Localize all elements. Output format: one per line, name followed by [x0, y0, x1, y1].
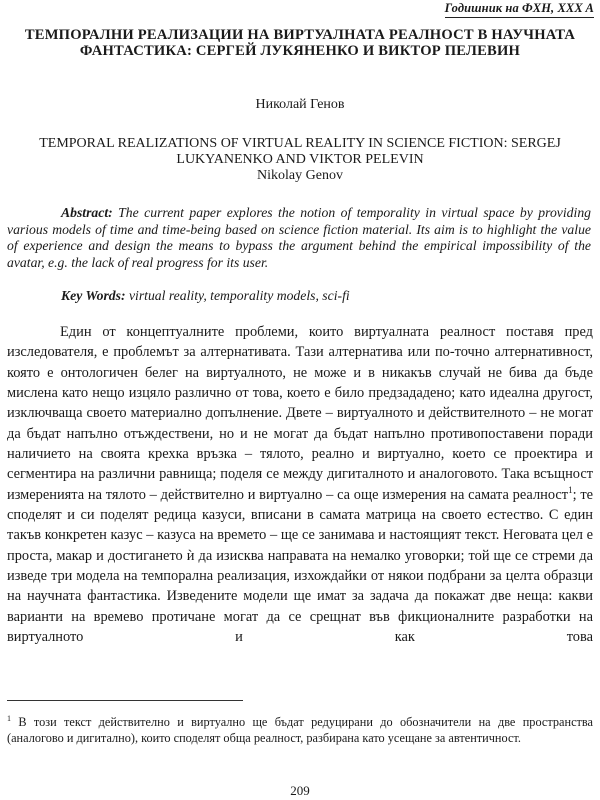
body-text-part-2: ; те споделят и си поделят редица казуси, вписани в самата матрица на своето естество. С един такъв конкретен казус – казуса на времето – ще се занимава и настоящият текст. Неговата цел е проста, макар и достигането ѝ да изисква направата на немалко уговорки; той ще се стреми да изведе три модела на темпорална реализация, изхождайки от някои подбрани за целта образци на научната фантастика. Изведените модели ще имат за задача да покажат две неща: какви варианти на времево протичане могат да се срещнат във фикционалните разработки на виртуалното и как това	[7, 486, 593, 646]
footnote	[7, 714, 593, 746]
article-title-english	[0, 136, 600, 184]
page-number: 209	[290, 783, 310, 798]
footnote-divider	[7, 700, 243, 701]
author-name-bulgarian: Николай Генов	[255, 97, 345, 112]
keywords-text: virtual reality, temporality models, sci-fi	[128, 288, 350, 303]
body-text-part-1: Един от концептуалните проблеми, които виртуалната реалност поставя пред изследователя, е проблемът за алтернативата. Тази алтернатива или по-точно алтернативност, която е онтологичен белег на виртуалното, не може и в никакъв случай не бива да бъде мислена като нещо изцяло различно от това, което е било предзададено; като идеална другост, изключваща своето материално допълнение. Двете – виртуалното и действителното – не могат да бъдат напълно отъждествени, но и не могат да бъдат напълно противопоставени поради наличието на своята крехка връзка – тялото, реално и виртуално, което се проектира и сегментира на различни равнища; поделя се между дигиталното и аналоговото. Така всъщност измеренията на тялото – действително и виртуално – са още измерения на самата реалност	[7, 324, 593, 503]
english-title-text: TEMPORAL REALIZATIONS OF VIRTUAL REALITY IN SCIENCE FICTION: SERGEJ LUKYANENKO AND VIKTOR PELEVIN	[39, 136, 561, 167]
keywords-line	[61, 288, 350, 304]
abstract-paragraph	[7, 205, 591, 271]
footnote-text: В този текст действително и виртуално ще бъдат редуцирани до обозначители на две пространства (аналогово и дигитално), които споделят обща реалност, разбирана като усещане за автентичност.	[7, 715, 594, 745]
article-title-bulgarian: ТЕМПОРАЛНИ РЕАЛИЗАЦИИ НА ВИРТУАЛНАТА РЕАЛНОСТ В НАУЧНАТА ФАНТАСТИКА: СЕРГЕЙ ЛУКЯНЕНКО И ВИКТОР ПЕЛЕВИН	[24, 27, 576, 59]
body-paragraph	[7, 322, 593, 648]
footnote-reference[interactable]: 1	[568, 484, 573, 495]
running-header: Годишник на ФХН, XXX A	[445, 1, 594, 18]
keywords-label: Key Words:	[61, 288, 126, 303]
footnote-number: 1	[7, 713, 11, 723]
abstract-label: Abstract:	[61, 205, 113, 220]
abstract-text: The current paper explores the notion of temporality in virtual space by providing various models of time and time-being based on science fiction material. Its aim is to highlight the value of experience and design the means to bypass the argument behind the empirical impossibility of the avatar, e.g. the lack of real progress for its user.	[7, 205, 592, 270]
author-name-english: Nikolay Genov	[257, 168, 343, 183]
